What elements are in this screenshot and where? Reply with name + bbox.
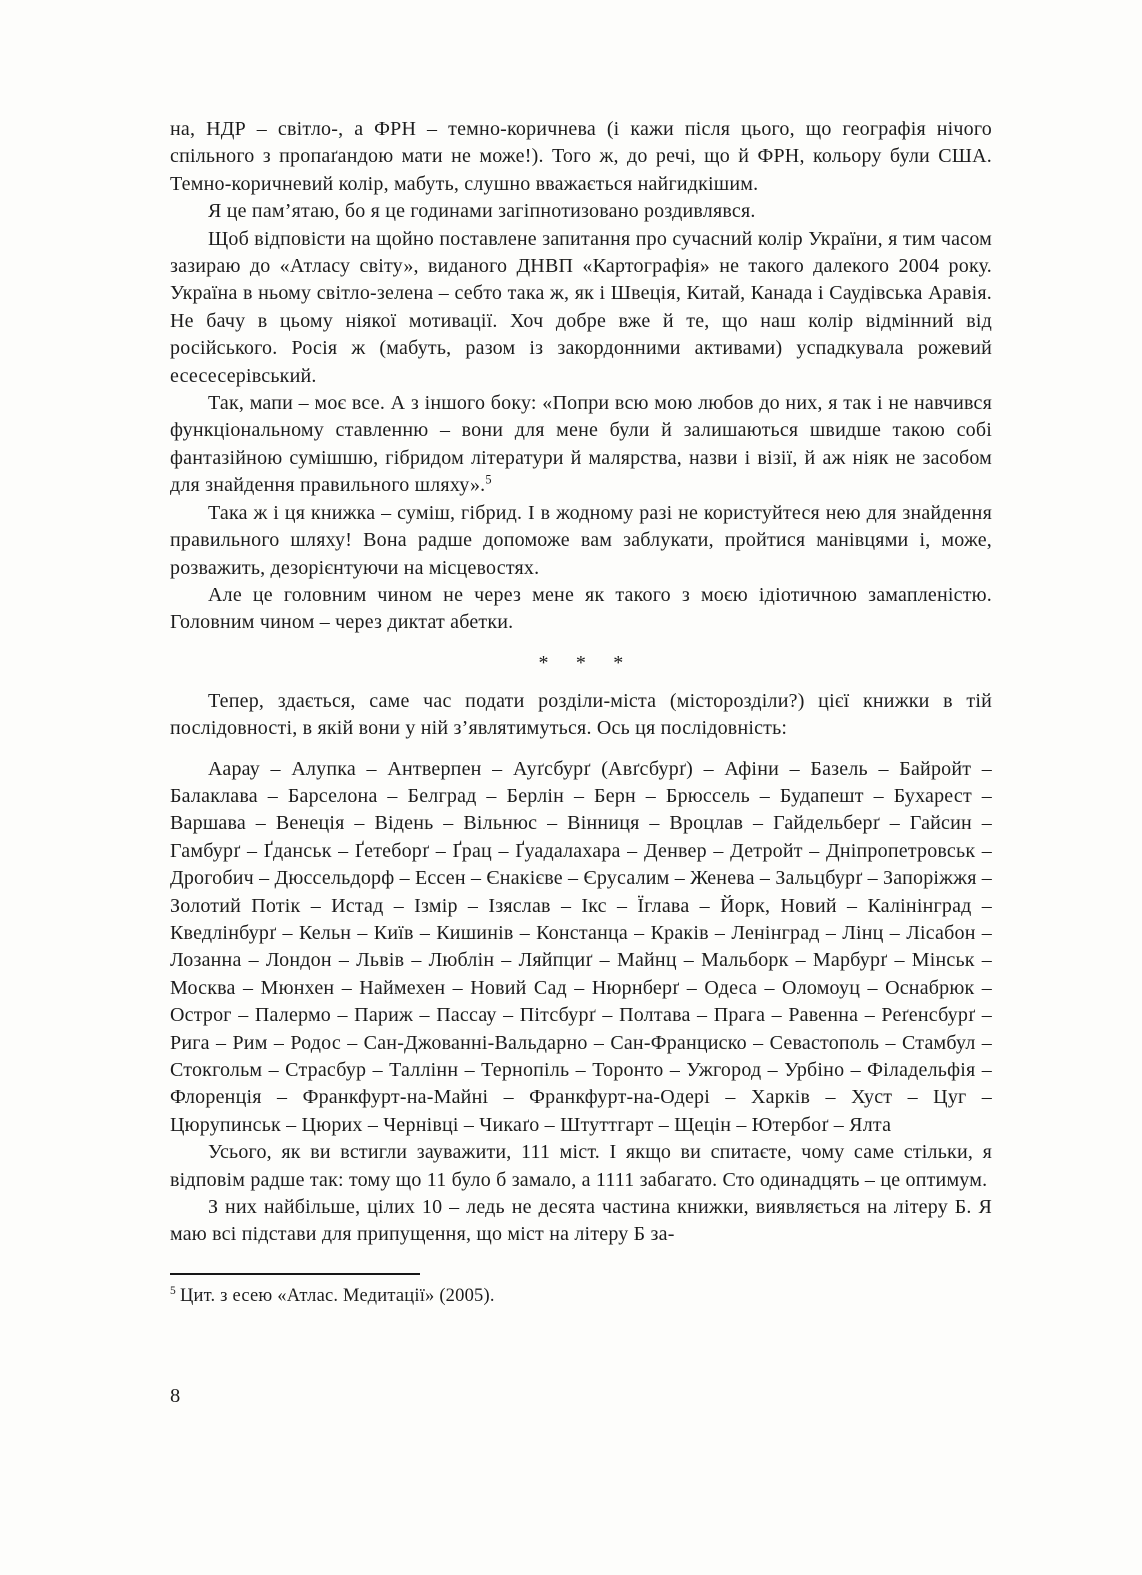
paragraph-text: Так, мапи – моє все. А з іншого боку: «Попри всю мою любов до них, я так і не навчився функціональному ставленню – вони для мене були й залишаються швидше такою собі фантазійною сумішшю, гібридом літератури й малярства, назви і візії, й аж ніяк не засобом для знайдення правильного шляху».	[170, 392, 992, 497]
paragraph-maps-quote	[170, 390, 992, 500]
paragraph-book-hybrid: Така ж і ця книжка – суміш, гібрид. І в жодному разі не користуйтеся нею для знайдення правильного шляху! Вона радше допоможе вам заблукати, пройтися манівцями і, може, розважить, дезорієнтуючи на місцевостях.	[170, 501, 992, 579]
footnote-rule	[170, 1273, 420, 1275]
section-separator: * * *	[538, 651, 624, 674]
footnote-reference: 5	[485, 472, 492, 487]
footnote-marker: 5	[170, 1284, 176, 1297]
paragraph-alphabet-dictate: Але це головним чином не через мене як такого з моєю ідіотичною замапленістю. Головним чином – через диктат абетки.	[170, 583, 992, 634]
paragraph-letter-b: З них найбільше, цілих 10 – ледь не десята частина книжки, виявляється на літеру Б. Я маю всі підстави для припущення, що міст на літеру Б за-	[170, 1196, 992, 1246]
paragraph-111-cities: Усього, як ви встигли зауважити, 111 міст. І якщо ви спитаєте, чому саме стільки, я відповім радше так: тому що 11 було б замало, а 1111 забагато. Сто одинадцять – це оптимум.	[170, 1141, 992, 1191]
paragraph-atlas: Щоб відповісти на щойно поставлене запитання про сучасний колір України, я тим часом зазираю до «Атласу світу», виданого ДНВП «Картографія» не такого далекого 2004 року. Україна в ньому світло-зелена – себто така ж, як і Швеція, Китай, Канада і Саудівська Аравія. Не бачу в цьому ніякої мотивації. Хоч добре вже й те, що наш колір відмінний від російського. Росія ж (мабуть, разом із закордонними активами) успадкувала рожевий есесесерівський.	[170, 227, 992, 387]
paragraph-remember: Я це пам’ятаю, бо я це годинами загіпнотизовано роздивлявся.	[208, 200, 756, 223]
city-list: Аарау – Алупка – Антверпен – Ауґсбурґ (Авґсбурґ) – Афіни – Базель – Байройт – Балаклава – Барселона – Белград – Берлін – Берн – Брюссель – Будапешт – Бухарест – Варшава – Венеція – Відень – Вільнюс – Вінниця – Вроцлав – Гайдельберґ – Гайсин – Гамбурґ – Ґданськ – Ґетеборґ – Ґрац – Ґуадалахара – Денвер – Детройт – Дніпропетровськ – Дрогобич – Дюссельдорф – Ессен – Єнакієве – Єрусалим – Женева – Зальцбурґ – Запоріжжя – Золотий Потік – Истад – Ізмір – Ізяслав – Ікс – Їглава – Йорк, Новий – Калінінград – Кведлінбурґ – Кельн – Київ – Кишинів – Констанца – Краків – Ленінград – Лінц – Лісабон – Лозанна – Лондон – Львів – Люблін – Ляйпциґ – Майнц – Мальборк – Марбурґ – Мінськ – Москва – Мюнхен – Наймехен – Новий Сад – Нюрнберґ – Одеса – Оломоуц – Оснабрюк – Острог – Палермо – Париж – Пассау – Пітсбурґ – Полтава – Прага – Равенна – Реґенсбурґ – Рига – Рим – Родос – Сан-Джованні-Вальдарно – Сан-Франциско – Севастополь – Стамбул – Стокгольм – Страсбур – Таллінн – Тернопіль – Торонто – Ужгород – Урбіно – Філадельфія – Флоренція – Франкфурт-на-Майні – Франкфурт-на-Одері – Харків – Хуст – Цуг – Цюрупинськ – Цюрих – Чернівці – Чикаґо – Штуттгарт – Щецін – Ютербоґ – Ялта	[170, 757, 992, 1136]
footnote-text: Цит. з есею «Атлас. Медитації» (2005).	[179, 1285, 495, 1306]
paragraph-continuation: на, НДР – світло-, а ФРН – темно-коричнева (і кажи після цього, що географія нічого спільного з пропаґандою мати не може!). Того ж, до речі, що й ФРН, кольору були США. Темно-коричневий колір, мабуть, слушно вважається найгидкішим.	[170, 118, 992, 195]
page-number: 8	[170, 1384, 181, 1407]
footnote	[170, 1273, 992, 1309]
paragraph-chapter-order-intro: Тепер, здається, саме час подати розділи-міста (місторозділи?) цієї книжки в тій послідовності, в якій вони у ній з’являтимуться. Ось ця послідовність:	[170, 689, 992, 740]
